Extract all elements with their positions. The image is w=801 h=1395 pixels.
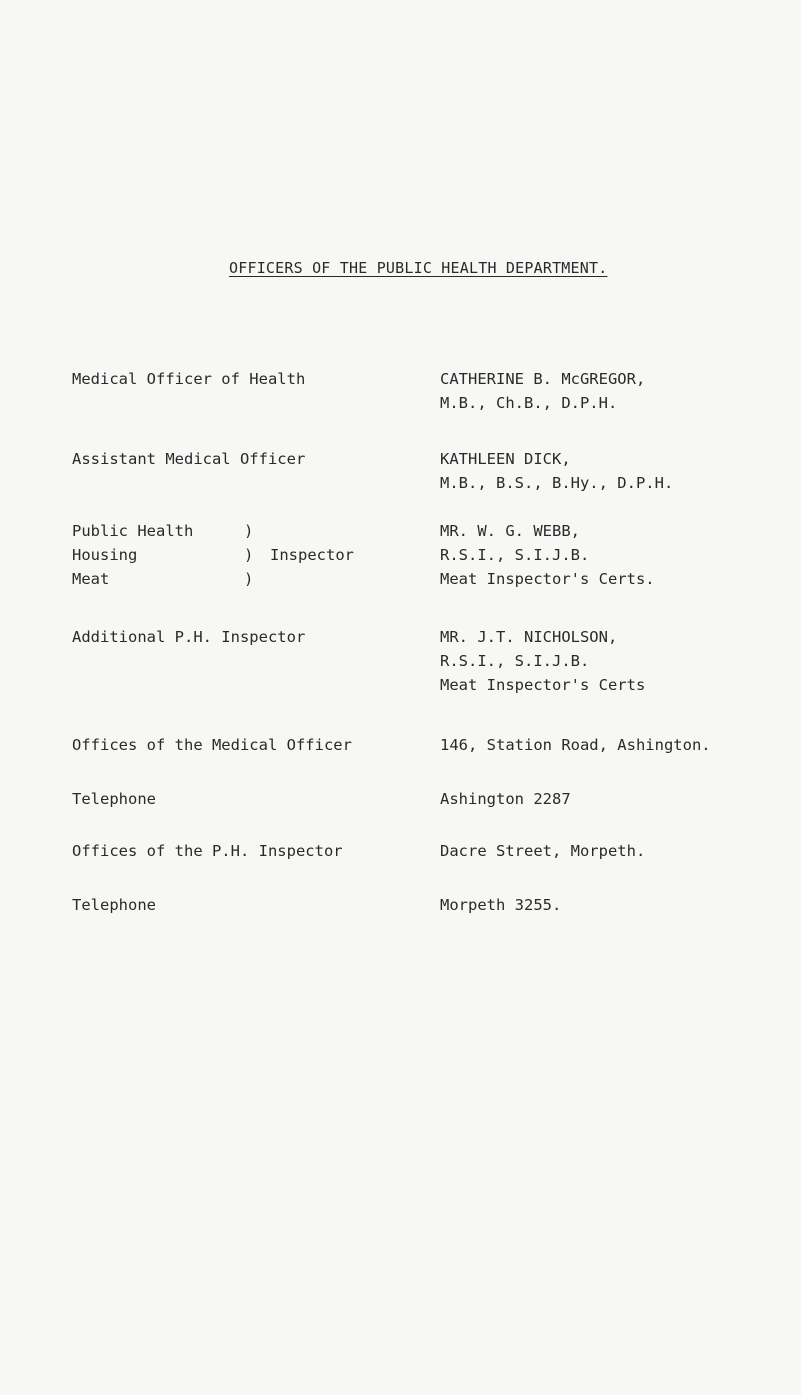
officer-qualifications: M.B., Ch.B., D.P.H. bbox=[440, 394, 618, 412]
bracket: ) bbox=[244, 546, 254, 564]
role-label: Offices of the P.H. Inspector bbox=[72, 842, 343, 860]
role-label: Telephone bbox=[72, 790, 156, 808]
telephone-number: Ashington 2287 bbox=[440, 790, 571, 808]
officer-qualifications: R.S.I., S.I.J.B. bbox=[440, 546, 590, 564]
office-address: 146, Station Road, Ashington. bbox=[440, 736, 711, 754]
role-label-line: Meat bbox=[72, 570, 110, 588]
officer-qualifications: M.B., B.S., B.Hy., D.P.H. bbox=[440, 474, 674, 492]
role-label-line: Public Health bbox=[72, 522, 194, 540]
office-address: Dacre Street, Morpeth. bbox=[440, 842, 646, 860]
bracket: ) bbox=[244, 570, 254, 588]
role-label: Offices of the Medical Officer bbox=[72, 736, 352, 754]
officer-name: MR. W. G. WEBB, bbox=[440, 522, 580, 540]
role-label: Medical Officer of Health bbox=[72, 370, 306, 388]
officer-name: KATHLEEN DICK, bbox=[440, 450, 571, 468]
role-label: Assistant Medical Officer bbox=[72, 450, 306, 468]
role-label: Telephone bbox=[72, 896, 156, 914]
bracket: ) bbox=[244, 522, 254, 540]
officer-qualifications: R.S.I., S.I.J.B. bbox=[440, 652, 590, 670]
officer-certificates: Meat Inspector's Certs. bbox=[440, 570, 655, 588]
officer-name: MR. J.T. NICHOLSON, bbox=[440, 628, 618, 646]
role-suffix: Inspector bbox=[270, 546, 354, 564]
role-label-line: Housing bbox=[72, 546, 138, 564]
officer-name: CATHERINE B. McGREGOR, bbox=[440, 370, 646, 388]
role-label: Additional P.H. Inspector bbox=[72, 628, 306, 646]
officer-certificates: Meat Inspector's Certs bbox=[440, 676, 646, 694]
telephone-number: Morpeth 3255. bbox=[440, 896, 562, 914]
page-title: OFFICERS OF THE PUBLIC HEALTH DEPARTMENT. bbox=[229, 259, 608, 277]
